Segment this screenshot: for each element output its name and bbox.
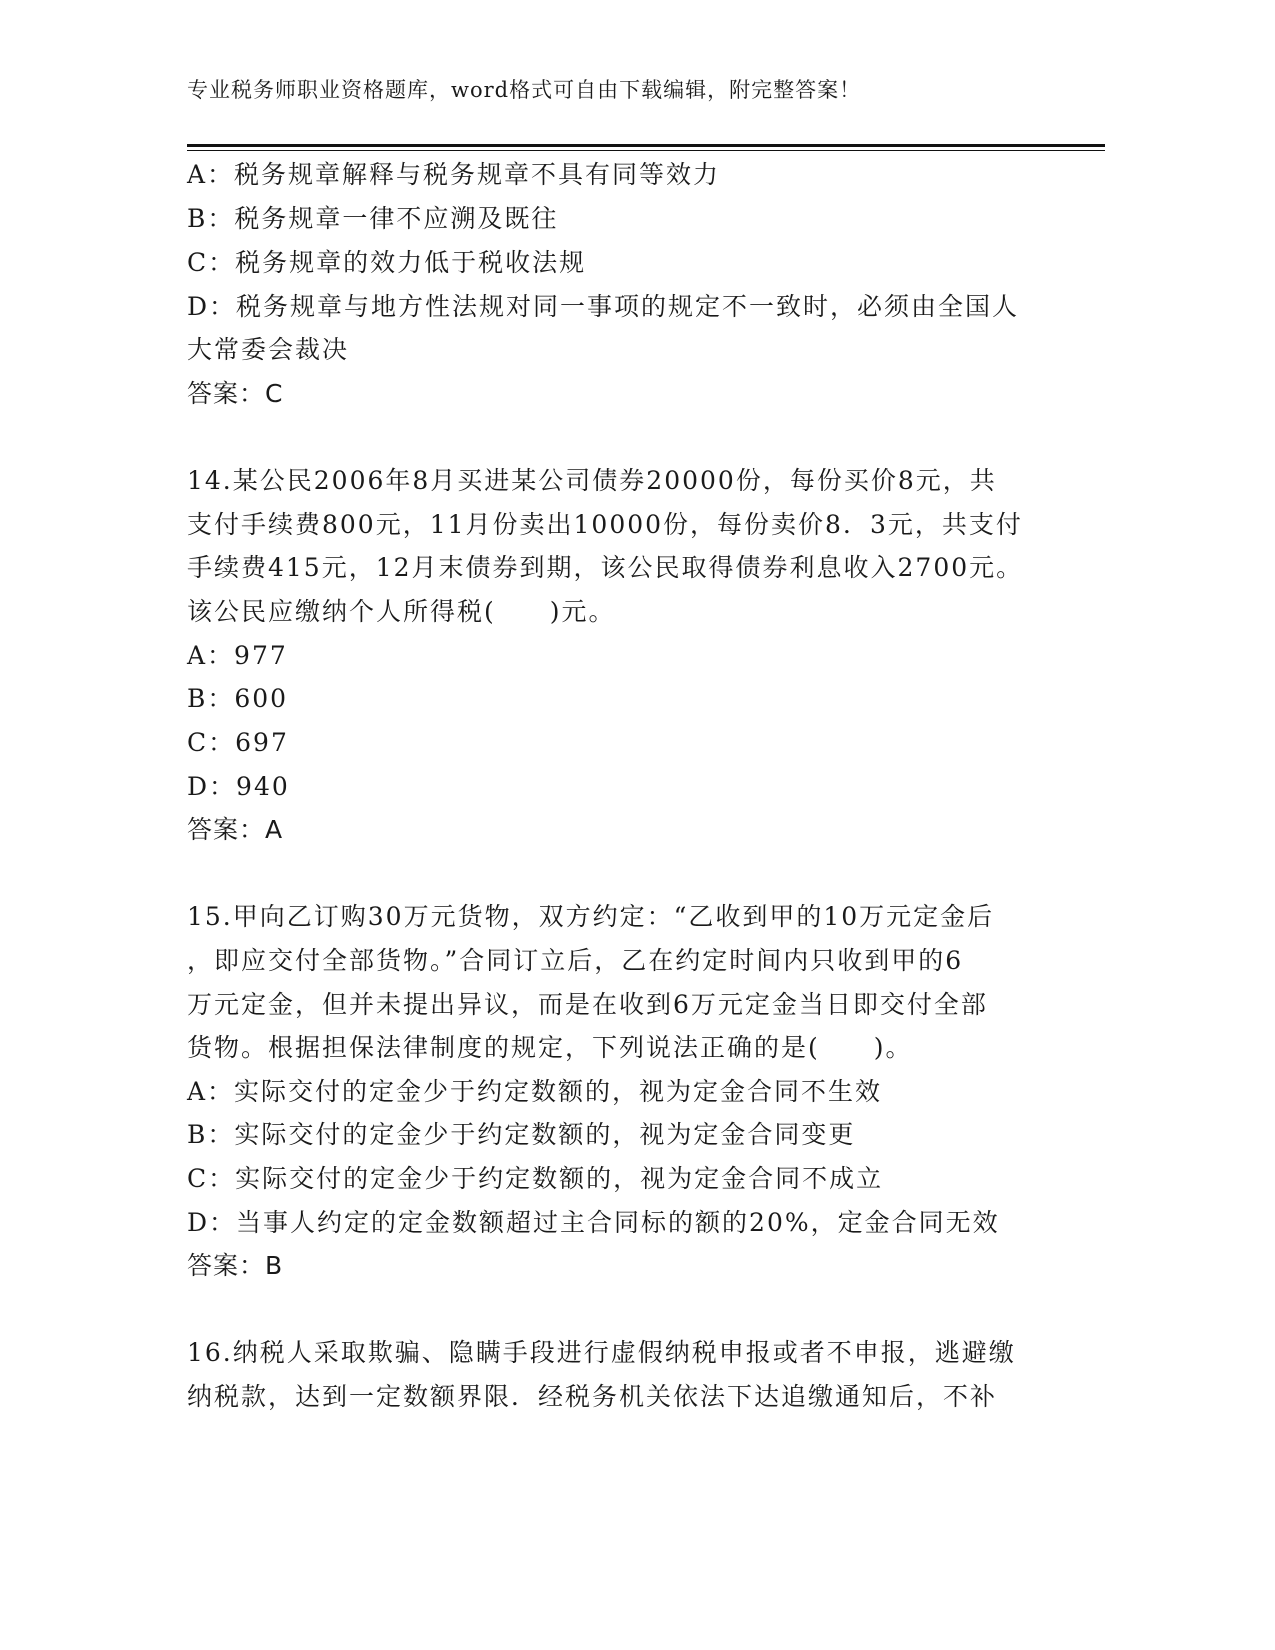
q15-stem-line2: ，即应交付全部货物。”合同订立后，乙在约定时间内只收到甲的6 [187,946,964,975]
page-header: 专业税务师职业资格题库，word格式可自由下载编辑，附完整答案！ [187,78,862,102]
q16-stem-line1: 16.纳税人采取欺骗、隐瞒手段进行虚假纳税申报或者不申报，逃避缴 [187,1338,1016,1367]
header-rule-thick [187,144,1105,147]
q13-option-a: A：税务规章解释与税务规章不具有同等效力 [187,160,721,189]
q14-stem-line2: 支付手续费800元，11月份卖出10000份，每份卖价8．3元，共支付 [187,510,1023,539]
q16-stem-line2: 纳税款，达到一定数额界限．经税务机关依法下达追缴通知后，不补 [187,1382,998,1411]
q15-stem-line1: 15.甲向乙订购30万元货物，双方约定：“乙收到甲的10万元定金后 [187,902,995,931]
q14-stem-line4: 该公民应缴纳个人所得税( )元。 [187,597,616,626]
q15-stem-line4: 货物。根据担保法律制度的规定，下列说法正确的是( )。 [187,1033,913,1062]
q14-option-d: D：940 [187,772,290,801]
q13-answer: 答案：C [187,379,284,408]
q15-stem-line3: 万元定金，但并未提出异议，而是在收到6万元定金当日即交付全部 [187,990,988,1019]
q14-answer: 答案：A [187,815,284,844]
q15-option-b: B：实际交付的定金少于约定数额的，视为定金合同变更 [187,1120,856,1149]
q15-option-d: D：当事人约定的定金数额超过主合同标的额的20%，定金合同无效 [187,1208,1000,1237]
q15-option-c: C：实际交付的定金少于约定数额的，视为定金合同不成立 [187,1164,884,1193]
q13-option-d-line1: D：税务规章与地方性法规对同一事项的规定不一致时，必须由全国人 [187,292,1020,321]
q13-option-c: C：税务规章的效力低于税收法规 [187,248,587,277]
header-rule-thin [187,150,1105,151]
q15-answer: 答案：B [187,1251,284,1280]
q14-option-c: C：697 [187,728,289,757]
q14-stem-line3: 手续费415元，12月末债券到期，该公民取得债券利息收入2700元。 [187,553,1024,582]
q13-option-b: B：税务规章一律不应溯及既往 [187,204,559,233]
q15-option-a: A：实际交付的定金少于约定数额的，视为定金合同不生效 [187,1077,883,1106]
q14-option-a: A：977 [187,641,288,670]
q13-option-d-line2: 大常委会裁决 [187,335,350,364]
q14-option-b: B：600 [187,684,289,713]
q14-stem-line1: 14.某公民2006年8月买进某公司债券20000份，每份买价8元，共 [187,466,997,495]
